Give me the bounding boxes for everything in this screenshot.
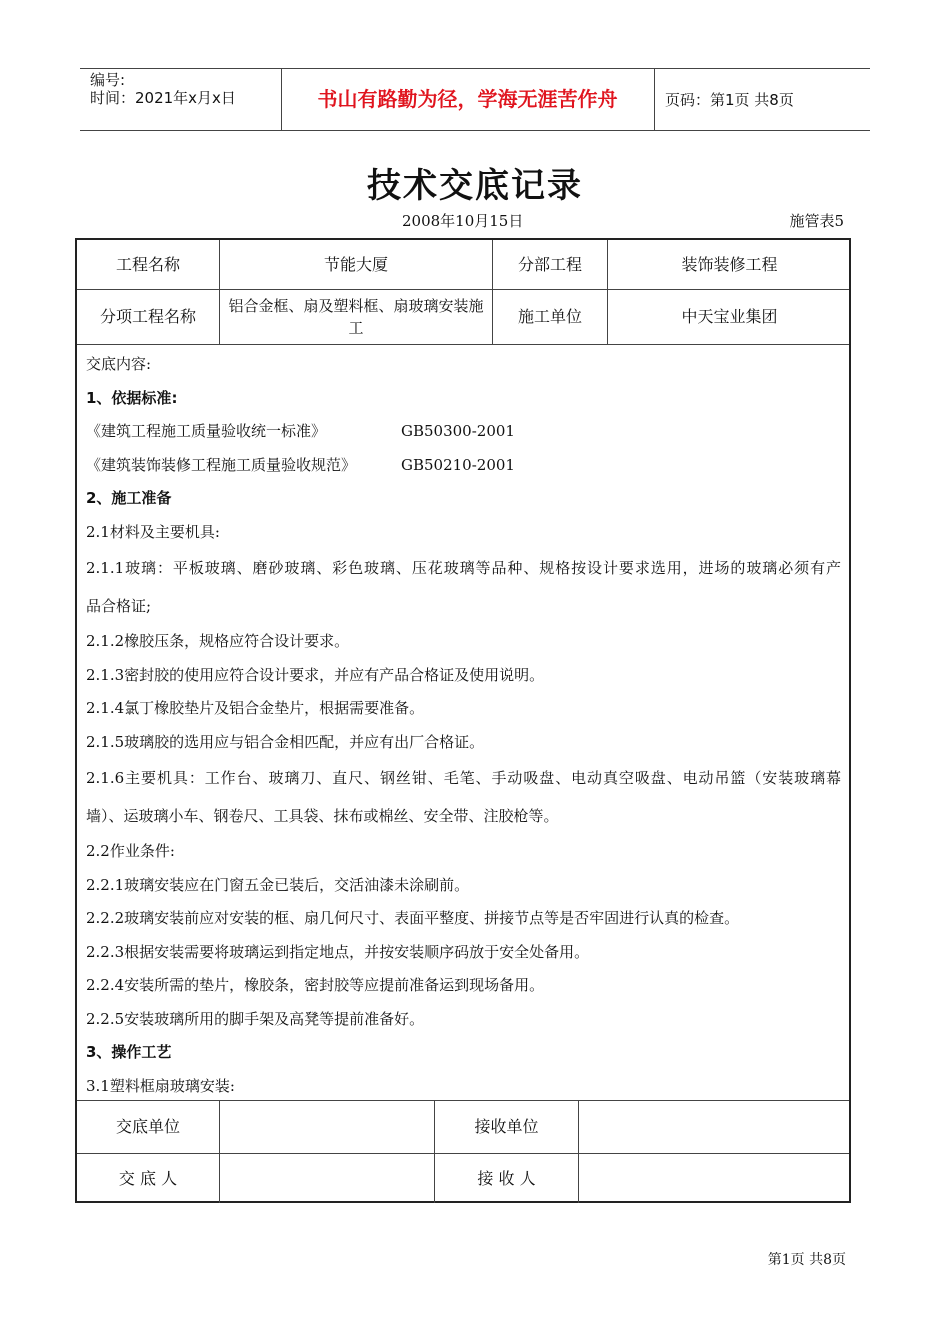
- issuer-unit-label: 交底单位: [115, 1117, 180, 1136]
- content-line: 2.2.4安装所需的垫片，橡胶条，密封胶等应提前准备运到现场备用。: [86, 976, 545, 994]
- document-time: 时间：2021年x月x日: [90, 89, 236, 107]
- content-line: 2.2.3根据安装需要将玻璃运到指定地点，并按安装顺序码放于安全处备用。: [86, 942, 590, 961]
- document-number-label: 编号:: [90, 71, 126, 89]
- content-line: 2.2.5安装玻璃所用的脚手架及高凳等提前准备好。: [86, 1009, 425, 1028]
- contractor-value: 中天宝业集团: [681, 307, 778, 326]
- standard-code: GB50210-2001: [401, 455, 515, 474]
- page-header: [80, 68, 870, 131]
- disclosure-content: [86, 348, 841, 1103]
- section-heading: 3、操作工艺: [86, 1043, 172, 1061]
- footer-page-info: 第1页 共8页: [767, 1252, 846, 1268]
- division-value: 装饰装修工程: [681, 254, 778, 274]
- header-motto: 书山有路勤为径，学海无涯苦作舟: [317, 87, 618, 111]
- section-heading: 1、依据标准:: [86, 388, 178, 407]
- content-intro: 交底内容:: [86, 355, 152, 373]
- content-line: 2.1.3密封胶的使用应符合设计要求，并应有产品合格证及使用说明。: [86, 665, 545, 684]
- row-divider: [77, 344, 849, 345]
- content-line: 2.1.4氯丁橡胶垫片及铝合金垫片，根据需要准备。: [86, 699, 425, 717]
- content-line: 2.2.2玻璃安装前应对安装的框、扇几何尺寸、表面平整度、拼接节点等是否牢固进行认真的检查。: [86, 909, 740, 927]
- standard-line: [86, 415, 841, 449]
- header-left: [90, 71, 236, 107]
- standard-line: [86, 449, 841, 483]
- issuer-person-label: 交 底 人: [118, 1168, 178, 1188]
- subitem-value: 铝合金框、扇及塑料框、扇玻璃安装施工: [228, 297, 484, 337]
- content-line: 墙）、运玻璃小车、钢卷尺、工具袋、抹布或棉丝、安全带、注胶枪等。: [86, 807, 559, 825]
- project-name-label: 工程名称: [115, 254, 180, 274]
- form-number: 施管表5: [789, 212, 844, 230]
- receiver-unit-field[interactable]: [579, 1101, 851, 1153]
- standard-code: GB50300-2001: [401, 422, 515, 440]
- header-page-info: 页码：第1页 共8页: [665, 91, 794, 109]
- standard-name: 《建筑装饰装修工程施工质量验收规范》: [86, 455, 357, 474]
- issuer-person-field[interactable]: [220, 1154, 434, 1203]
- receiver-person-label: 接 收 人: [477, 1168, 536, 1188]
- division-label: 分部工程: [517, 254, 582, 274]
- content-line: 2.1.5玻璃胶的选用应与铝合金相匹配，并应有出厂合格证。: [86, 732, 485, 751]
- issuer-unit-field[interactable]: [220, 1101, 434, 1153]
- content-line: 品合格证;: [86, 597, 152, 615]
- content-line: 2.1.2橡胶压条，规格应符合设计要求。: [86, 632, 350, 650]
- section-heading: 2、施工准备: [86, 489, 172, 507]
- content-line: 3.1塑料框扇玻璃安装:: [86, 1076, 235, 1095]
- content-line: 2.1材料及主要机具:: [86, 522, 220, 541]
- content-line: 2.2作业条件:: [86, 842, 175, 860]
- receiver-unit-label: 接收单位: [474, 1117, 539, 1136]
- header-divider: [654, 69, 655, 130]
- receiver-person-field[interactable]: [579, 1154, 851, 1203]
- document-date: 2008年10月15日: [402, 212, 524, 230]
- disclosure-form: [75, 238, 851, 1203]
- content-line: 2.2.1玻璃安装应在门窗五金已装后，交活油漆未涂刷前。: [86, 875, 470, 894]
- content-line: 2.1.6主要机具：工作台、玻璃刀、直尺、钢丝钳、毛笔、手动吸盘、电动真空吸盘、电动吊篮（安装玻璃幕: [86, 769, 841, 787]
- standard-name: 《建筑工程施工质量验收统一标准》: [86, 422, 327, 440]
- project-name-value: 节能大厦: [323, 254, 388, 274]
- document-title: 技术交底记录: [367, 166, 583, 206]
- subitem-label: 分项工程名称: [99, 307, 196, 326]
- content-line: 2.1.1玻璃：平板玻璃、磨砂玻璃、彩色玻璃、压花玻璃等品种、规格按设计要求选用，进场的玻璃必须有产: [86, 559, 841, 577]
- contractor-label: 施工单位: [517, 307, 582, 326]
